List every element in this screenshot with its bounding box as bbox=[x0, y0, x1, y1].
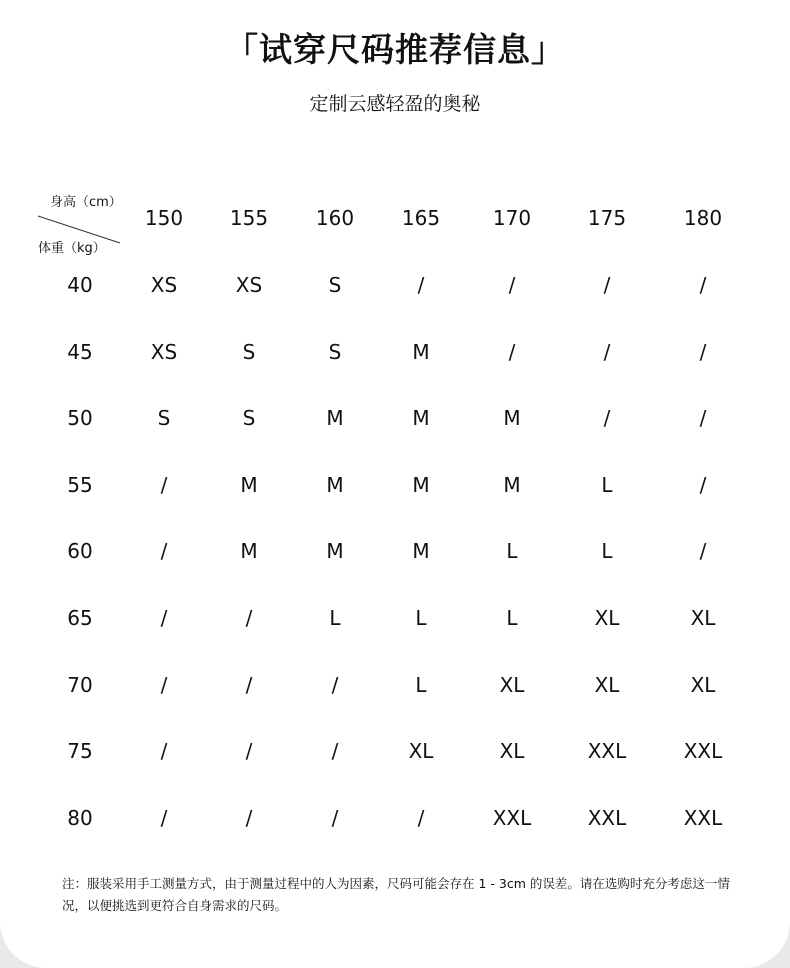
size-cell: L bbox=[506, 606, 518, 630]
size-cell: L bbox=[601, 539, 613, 564]
size-cell: / bbox=[160, 672, 168, 697]
size-cell: L bbox=[601, 472, 613, 497]
size-cell: XL bbox=[594, 672, 620, 697]
size-cell: XL bbox=[499, 739, 525, 764]
height-axis-label: 身高（cm） bbox=[50, 195, 122, 210]
weight-header-cell: 45 bbox=[67, 339, 93, 364]
height-header-cell: 165 bbox=[401, 206, 441, 230]
size-cell: M bbox=[412, 406, 430, 431]
size-cell: XXL bbox=[683, 805, 723, 830]
size-cell: / bbox=[160, 805, 168, 830]
height-header-cell: 180 bbox=[683, 206, 723, 230]
weight-header-cell: 60 bbox=[67, 539, 93, 564]
table-corner-header bbox=[34, 192, 126, 262]
size-cell: XXL bbox=[587, 805, 627, 830]
size-cell: / bbox=[603, 273, 611, 297]
size-cell: L bbox=[415, 672, 427, 697]
size-cell: M bbox=[326, 539, 344, 564]
size-cell: XL bbox=[408, 739, 434, 764]
size-cell: / bbox=[699, 472, 707, 497]
size-cell: / bbox=[699, 273, 707, 297]
size-cell: S bbox=[328, 339, 342, 364]
size-cell: / bbox=[508, 273, 516, 297]
size-cell: / bbox=[699, 406, 707, 431]
size-cell: XL bbox=[690, 606, 716, 630]
weight-header-cell: 70 bbox=[67, 672, 93, 697]
size-cell: XS bbox=[235, 273, 263, 297]
size-cell: XL bbox=[499, 672, 525, 697]
weight-header-cell: 65 bbox=[67, 606, 93, 630]
size-cell: M bbox=[326, 472, 344, 497]
size-cell: / bbox=[160, 472, 168, 497]
size-cell: / bbox=[160, 539, 168, 564]
size-cell: M bbox=[412, 539, 430, 564]
size-cell: XL bbox=[594, 606, 620, 630]
size-cell: XXL bbox=[683, 739, 723, 764]
weight-header-cell: 80 bbox=[67, 805, 93, 830]
size-cell: / bbox=[160, 606, 168, 630]
weight-header-cell: 40 bbox=[67, 273, 93, 297]
height-header-cell: 160 bbox=[315, 206, 355, 230]
size-cell: XXL bbox=[492, 805, 532, 830]
size-cell: L bbox=[415, 606, 427, 630]
size-cell: / bbox=[417, 273, 425, 297]
height-header-cell: 150 bbox=[144, 206, 184, 230]
size-cell: M bbox=[412, 472, 430, 497]
size-cell: / bbox=[603, 406, 611, 431]
size-cell: XL bbox=[690, 672, 716, 697]
size-cell: / bbox=[699, 539, 707, 564]
size-cell: L bbox=[506, 539, 518, 564]
size-cell: / bbox=[331, 739, 339, 764]
size-cell: S bbox=[157, 406, 171, 431]
size-cell: M bbox=[240, 472, 258, 497]
page-subtitle: 定制云感轻盈的奥秘 bbox=[309, 93, 481, 115]
size-cell: / bbox=[508, 339, 516, 364]
size-cell: M bbox=[503, 472, 521, 497]
size-cell: XS bbox=[150, 339, 178, 364]
size-cell: / bbox=[245, 606, 253, 630]
height-header-cell: 175 bbox=[587, 206, 627, 230]
size-cell: / bbox=[160, 739, 168, 764]
weight-header-cell: 55 bbox=[67, 472, 93, 497]
weight-header-cell: 50 bbox=[67, 406, 93, 431]
size-cell: M bbox=[503, 406, 521, 431]
size-cell: / bbox=[331, 672, 339, 697]
size-cell: / bbox=[331, 805, 339, 830]
weight-header-cell: 75 bbox=[67, 739, 93, 764]
size-cell: / bbox=[699, 339, 707, 364]
size-cell: S bbox=[242, 339, 256, 364]
size-cell: M bbox=[412, 339, 430, 364]
size-cell: / bbox=[245, 805, 253, 830]
size-cell: / bbox=[417, 805, 425, 830]
size-cell: M bbox=[326, 406, 344, 431]
size-cell: S bbox=[242, 406, 256, 431]
size-cell: M bbox=[240, 539, 258, 564]
height-header-cell: 155 bbox=[229, 206, 269, 230]
size-cell: L bbox=[329, 606, 341, 630]
footnote: 注：服装采用手工测量方式，由于测量过程中的人为因素，尺码可能会存在 1 - 3cm 的误差。请在选购时充分考虑这一情况，以便挑选到更符合自身需求的尺码。 bbox=[62, 876, 730, 913]
size-cell: XXL bbox=[587, 739, 627, 764]
size-cell: S bbox=[328, 273, 342, 297]
size-cell: XS bbox=[150, 273, 178, 297]
size-cell: / bbox=[245, 739, 253, 764]
weight-axis-label: 体重（kg） bbox=[38, 241, 106, 256]
size-cell: / bbox=[245, 672, 253, 697]
height-header-cell: 170 bbox=[492, 206, 532, 230]
page-title: 「试穿尺码推荐信息」 bbox=[225, 30, 565, 69]
size-cell: / bbox=[603, 339, 611, 364]
